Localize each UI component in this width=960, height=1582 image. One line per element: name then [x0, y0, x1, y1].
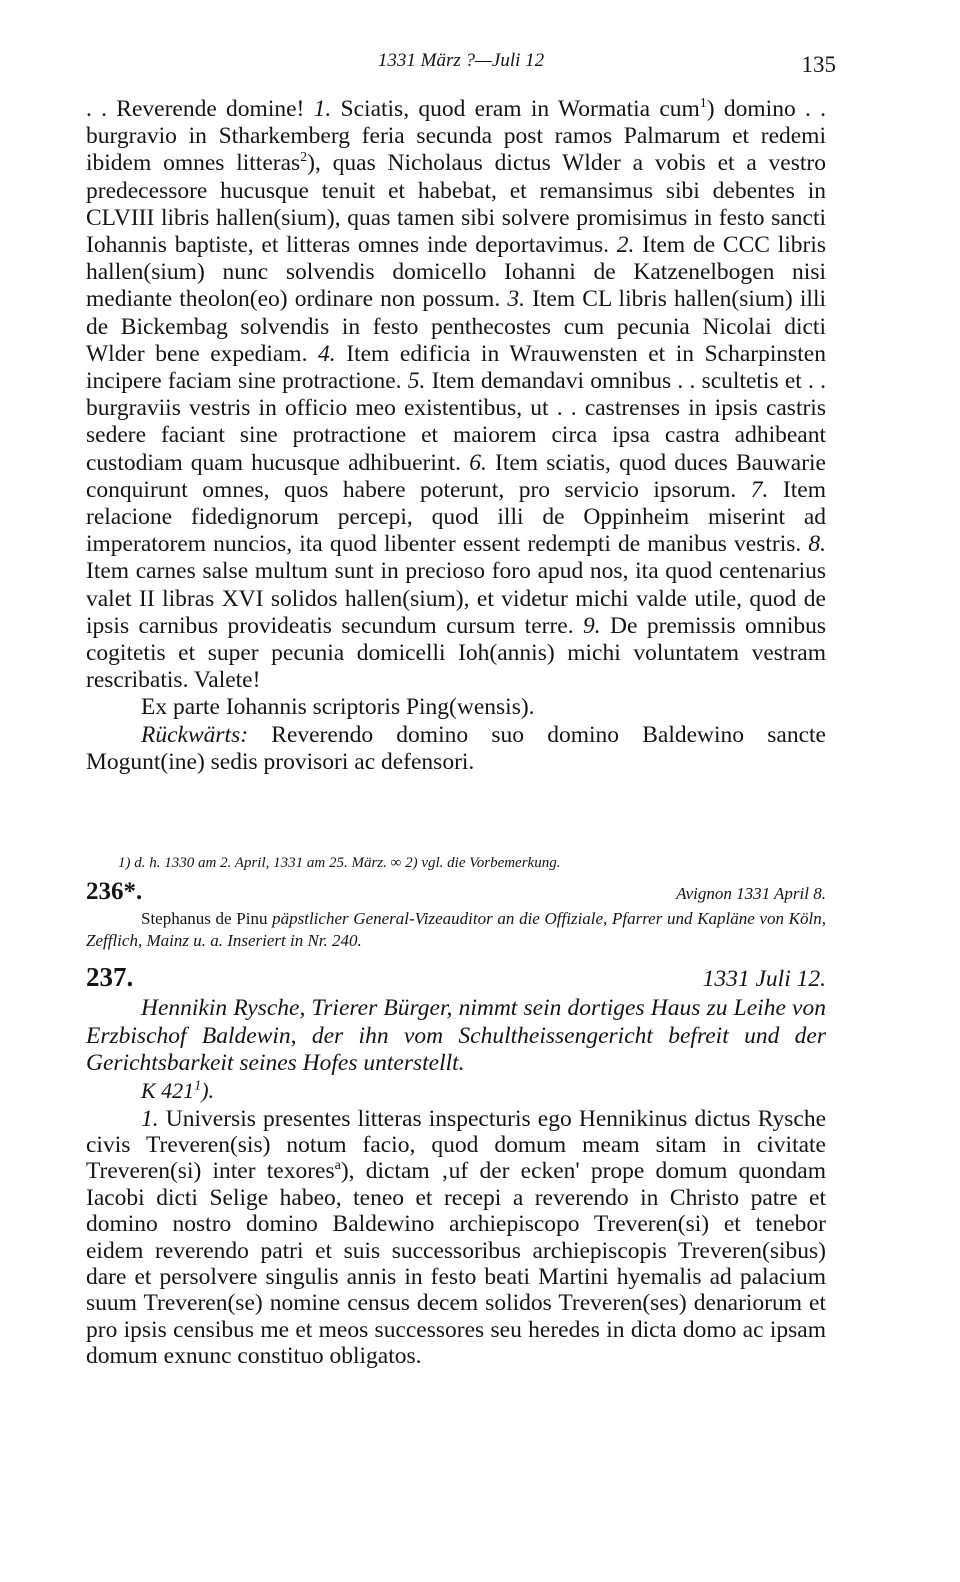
letter-body — [86, 96, 826, 776]
section-number: 4. — [318, 340, 336, 367]
page-number: 135 — [801, 52, 836, 77]
section-number: 5. — [407, 368, 426, 395]
text-segment: Sciatis, quod eram in Wormatia cum — [331, 96, 700, 122]
text-segment: Item CL libris hallen(sium) illi de Bickembag solvendis in festo penthecostes cum pecunia Nicolai dicti Wlder bene expediam. — [86, 286, 827, 367]
section-number: 8. — [808, 531, 826, 558]
text-segment: Item de CCC libris hallen(sium) nunc solvendis domicello Iohanni de Katzenelbogen nisi mediante theolon(eo) ordinare non possum. — [86, 232, 826, 313]
footnote-ref: 1 — [699, 96, 707, 112]
entry-regest — [86, 908, 826, 952]
section-number: 1. — [141, 1105, 159, 1132]
charter-text — [86, 1106, 826, 1370]
footnote-ref: 1 — [194, 1078, 202, 1094]
text-segment: . . Reverende domine! — [86, 96, 314, 122]
section-number: 7. — [750, 476, 769, 503]
footnote-ref: a — [334, 1158, 341, 1174]
section-number: 1. — [313, 96, 332, 122]
text-segment: Item relacione fidedignorum percepi, quod illi de Oppinheim miserint ad imperatorem nuncios, ita quod libenter essent redempti de manibus vestris. — [86, 476, 826, 558]
text-segment: Item edificia in Wrauwensten et in Scharpinsten incipere faciam sine protractione. — [86, 340, 826, 395]
entry-date: Avignon 1331 April 8. — [676, 884, 826, 903]
section-number: 6. — [469, 449, 487, 476]
entry-heading — [86, 878, 826, 906]
source-reference — [141, 1078, 826, 1104]
dorsal-label: Rückwärts: — [141, 721, 249, 748]
text-segment: De premissis omnibus cogitetis et super pecunia domicelli Ioh(annis) michi voluntatem vestram rescribatis. Valete! — [86, 612, 826, 694]
entry-date: 1331 Juli 12. — [702, 966, 826, 992]
entry-number: 236*. — [86, 878, 143, 905]
footnotes: 1) d. h. 1330 am 2. April, 1331 am 25. März. ∞ 2) vgl. die Vorbemerkung. — [118, 855, 561, 871]
source-siglum: K 421 — [141, 1077, 195, 1103]
text-segment: ). — [201, 1077, 215, 1103]
running-title: 1331 März ?—Juli 12 — [377, 50, 545, 71]
section-number: 9. — [583, 612, 601, 639]
regest-name: Stephanus de Pinu — [141, 909, 273, 928]
letter-paragraph — [86, 96, 826, 694]
footnote-ref: 2 — [300, 150, 308, 166]
running-header — [86, 46, 836, 76]
regest-description: päpstlicher General-Vizeauditor an die Offiziale, Pfarrer und Kapläne von Köln, Zefflich, Mainz u. a. Inseriert in Nr. 240. — [86, 909, 826, 950]
text-segment: ), dictam ‚uf der ecken' prope domum quondam Iacobi dicti Selige habeo, teneo et recepi a reverendo in Christo patre et domino nostro domino Baldewino archiepiscopo Treveren(si) et tenebor eidem reverendo patri et suis successoribus archiepiscopis Treveren(sibus) dare et persolvere singulis annis in festo beati Martini hyemalis ad palacium suum Treveren(se) nomine census decem solidos Treveren(ses) denariorum et pro ipsis censibus me et meos successores seu heredes in dicta domo ac ipsam domum exnunc constituo obligatos. — [86, 1158, 826, 1370]
entry-237 — [86, 962, 826, 1370]
text-segment: Item demandavi omnibus . . scultetis et . . burgraviis vestris in officio meo existentibus, ut . . castrenses in ipsis castris sedere faciant sine protractione et maiorem circa ipsa castra adhibeant custodiam quam hucusque adhibuerint. — [86, 368, 826, 476]
section-number: 2. — [616, 232, 635, 259]
entry-heading — [86, 962, 826, 993]
text-segment: ) domino . . burgravio in Stharkemberg feria secunda post ramos Palmarum et redemi ibidem omnes litteras — [86, 96, 826, 177]
section-number: 3. — [507, 286, 525, 313]
text-segment: Item carnes salse multum sunt in precioso foro apud nos, ita quod centenarius valet II libras XVI solidos hallen(sium), et videtur michi valde utile, quod de ipsis carnibus provideatis secundum cursum terre. — [86, 558, 826, 639]
address-line — [86, 722, 826, 776]
entry-236 — [86, 878, 826, 952]
signature-line: Ex parte Iohannis scriptoris Ping(wensis). — [141, 694, 535, 721]
text-segment: Item sciatis, quod duces Bauwarie conquirunt omnes, quos habere poterunt, pro servicio ipsorum. — [86, 449, 826, 503]
entry-regest: Hennikin Rysche, Trierer Bürger, nimmt sein dortiges Haus zu Leihe von Erzbischof Baldewin, der ihn vom Schultheissengericht befreit und der Gerichtsbarkeit seines Hofes unterstellt. — [86, 995, 826, 1076]
entry-number: 237. — [86, 962, 134, 992]
dorsal-text: Reverendo domino suo domino Baldewino sancte Mogunt(ine) sedis provisori ac defensori. — [86, 721, 826, 775]
text-segment: Universis presentes litteras inspecturis ego Hennikinus dictus Rysche civis Treveren(sis) notum facio, quod domum meam sitam in civitate Treveren(si) inter texores — [86, 1105, 826, 1185]
text-segment: ), quas Nicholaus dictus Wlder a vobis et a vestro predecessore hucusque tenuit et habebat, et remansimus sibi debentes in CLVIII libris hallen(sium), quas tamen sibi solvere promisimus in festo sancti Iohannis baptiste, et litteras omnes inde deportavimus. — [86, 150, 826, 259]
